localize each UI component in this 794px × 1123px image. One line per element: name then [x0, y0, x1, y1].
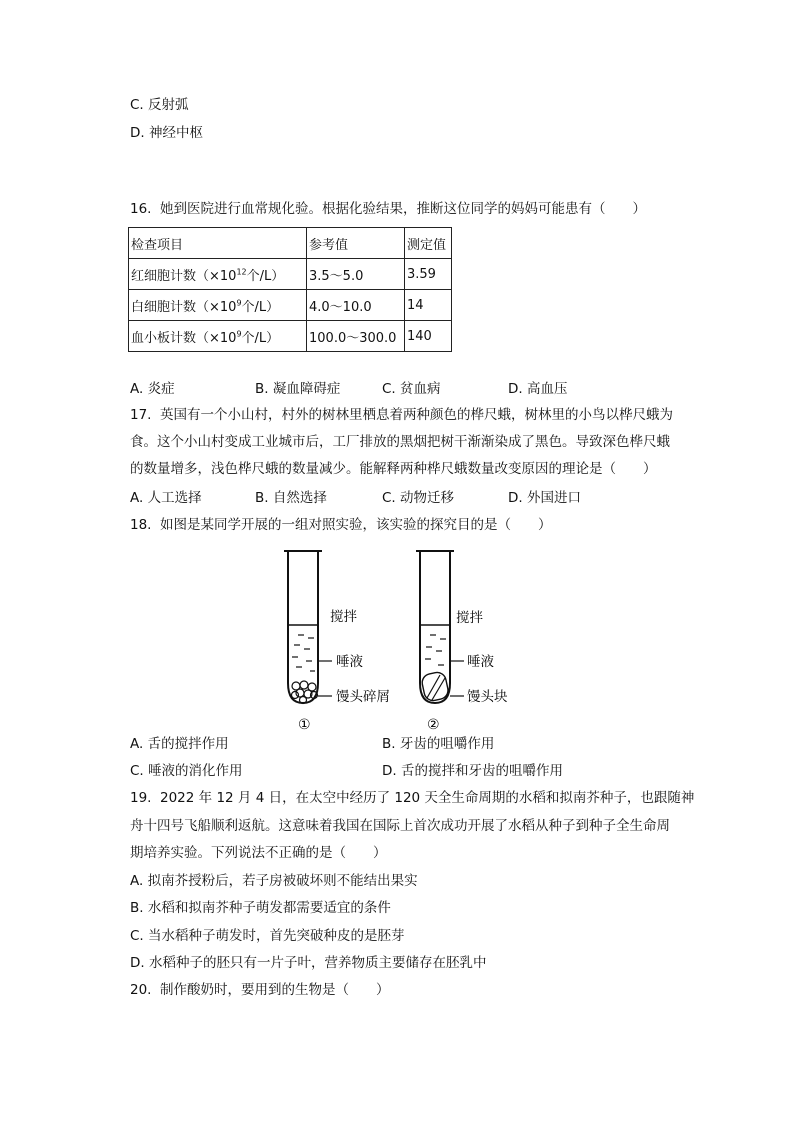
tube1-label-crumbs: 馒头碎屑 [336, 689, 390, 705]
table-cell: 140 [405, 321, 452, 352]
table-cell: 3.59 [405, 259, 452, 290]
question-text: 如图是某同学开展的一组对照实验，该实验的探究目的是（ ） [160, 517, 552, 533]
option-c: C. 动物迁移 [382, 490, 455, 506]
tube2-mark: ② [427, 717, 440, 733]
option-b: B. 凝血障碍症 [255, 381, 341, 397]
table-cell: 红细胞计数（$\times 10^{12}$个/L） [129, 259, 307, 290]
option-d: D. 高血压 [508, 381, 568, 397]
question-19-line2: 舟十四号飞船顺利返航。这意味着我国在国际上首次成功开展了水稻从种子到种子全生命周 [130, 818, 670, 834]
question-number: 17. [130, 407, 152, 423]
question-17-line2: 食。这个小山村变成工业城市后，工厂排放的黑烟把树干渐渐染成了黑色。导致深色桦尺蛾 [130, 434, 670, 450]
table-cell: 血小板计数（$\times 10^9$个/L） [129, 321, 307, 352]
option-c: C. 唾液的消化作用 [130, 763, 243, 779]
table-header-row [129, 228, 452, 259]
option-b: B. 自然选择 [255, 490, 327, 506]
option-d: D. 舌的搅拌和牙齿的咀嚼作用 [382, 763, 563, 779]
tube1-mark: ① [298, 717, 311, 733]
question-16-stem [130, 199, 646, 219]
table-row [129, 259, 452, 290]
table-header: 测定值 [405, 228, 452, 259]
question-text: 英国有一个小山村，村外的树林里栖息着两种颜色的桦尺蛾，树林里的小鸟以桦尺蛾为 [160, 407, 673, 423]
option-c: C. 贫血病 [382, 381, 441, 397]
question-number: 19. [130, 790, 152, 806]
test-tube-figure [270, 543, 540, 735]
question-text: 她到医院进行血常规化验。根据化验结果，推断这位同学的妈妈可能患有（ ） [160, 201, 646, 217]
tube2-label-saliva: 唾液 [467, 654, 494, 670]
option-b: B. 水稻和拟南芥种子萌发都需要适宜的条件 [130, 900, 391, 916]
table-cell: 4.0～10.0 [307, 290, 405, 321]
question-17-line3: 的数量增多，浅色桦尺蛾的数量减少。能解释两种桦尺蛾数量改变原因的理论是（ ） [130, 461, 657, 477]
option-b: B. 牙齿的咀嚼作用 [382, 736, 495, 752]
tube2-label-stir: 搅拌 [456, 610, 483, 626]
question-number: 20. [130, 982, 152, 998]
table-header: 参考值 [307, 228, 405, 259]
question-19-line3: 期培养实验。下列说法不正确的是（ ） [130, 845, 387, 861]
question-number: 16. [130, 201, 152, 217]
table-header: 检查项目 [129, 228, 307, 259]
test-tube-1 [284, 551, 332, 704]
table-cell: 3.5～5.0 [307, 259, 405, 290]
table-cell: 14 [405, 290, 452, 321]
question-17-line1 [130, 405, 673, 425]
table-cell: 白细胞计数（$\times 10^9$个/L） [129, 290, 307, 321]
option-c: C. 当水稻种子萌发时，首先突破种皮的是胚芽 [130, 928, 405, 944]
option-d: D. 外国进口 [508, 490, 581, 506]
tube2-label-block: 馒头块 [467, 689, 508, 705]
question-18-stem [130, 515, 552, 535]
table-row [129, 321, 452, 352]
question-19-line1 [130, 788, 694, 808]
question-text: 制作酸奶时，要用到的生物是（ ） [160, 982, 390, 998]
question-20-stem [130, 980, 390, 1000]
blood-test-table [128, 227, 452, 352]
option-d: D. 水稻种子的胚只有一片子叶，营养物质主要储存在胚乳中 [130, 955, 487, 971]
saliva-liquid [292, 635, 315, 671]
question-text: 2022 年 12 月 4 日，在太空中经历了 120 天全生命周期的水稻和拟南芥种子，也跟随神 [160, 790, 695, 806]
question-number: 18. [130, 517, 152, 533]
test-tube-2 [416, 551, 464, 703]
option-a: A. 舌的搅拌作用 [130, 736, 229, 752]
table-row [129, 290, 452, 321]
saliva-liquid [425, 635, 446, 665]
bread-block [421, 671, 450, 702]
tube1-label-saliva: 唾液 [336, 654, 363, 670]
option-a: A. 人工选择 [130, 490, 202, 506]
tube1-label-stir: 搅拌 [330, 609, 357, 625]
table-cell: 100.0～300.0 [307, 321, 405, 352]
option-c-prev: C. 反射弧 [130, 97, 189, 113]
option-a: A. 拟南芥授粉后，若子房被破坏则不能结出果实 [130, 873, 418, 889]
option-a: A. 炎症 [130, 381, 175, 397]
option-d-prev: D. 神经中枢 [130, 125, 203, 141]
